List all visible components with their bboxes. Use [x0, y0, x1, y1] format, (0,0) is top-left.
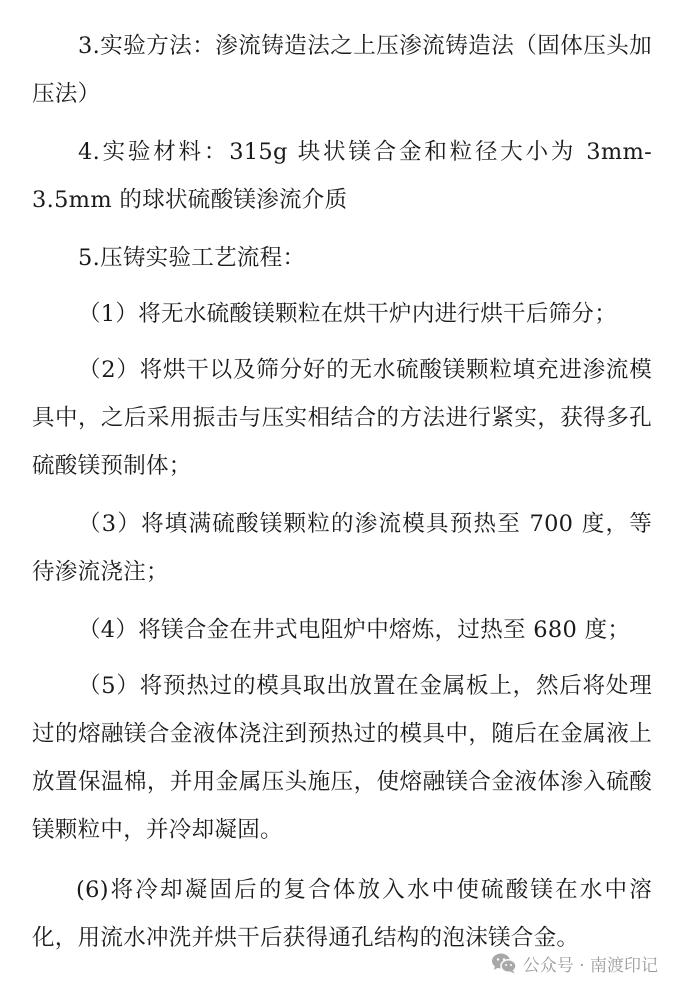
step-label: （3） [78, 511, 142, 537]
step-label: （4） [78, 617, 139, 643]
process-step-2 [32, 346, 652, 490]
step-label: （1） [78, 301, 139, 327]
process-step-4 [32, 606, 652, 654]
step-text: 将冷却凝固后的复合体放入水中使硫酸镁在水中溶化，用流水冲洗并烘干后获得通孔结构的泡沫镁合金。 [32, 877, 652, 951]
process-step-1 [32, 290, 652, 338]
step-label: (6) [76, 877, 109, 903]
step-text: 将填满硫酸镁颗粒的渗流模具预热至 700 度，等待渗流浇注； [32, 511, 652, 585]
step-text: 将镁合金在井式电阻炉中熔炼，过热至 680 度； [138, 617, 631, 643]
process-step-3 [32, 500, 652, 596]
watermark [491, 948, 658, 978]
wechat-icon [491, 952, 517, 974]
paragraph-process-title: 5.压铸实验工艺流程： [78, 245, 306, 271]
step-text: 将烘干以及筛分好的无水硫酸镁颗粒填充进渗流模具中，之后采用振击与压实相结合的方法进行紧实，获得多孔硫酸镁预制体； [32, 357, 653, 479]
process-step-5 [32, 662, 652, 854]
step-text: 将无水硫酸镁颗粒在烘干炉内进行烘干后筛分； [138, 301, 618, 327]
step-text: 将预热过的模具取出放置在金属板上，然后将处理过的熔融镁合金液体浇注到预热过的模具中，随后在金属液上放置保温棉，并用金属压头施压，使熔融镁合金液体渗入硫酸镁颗粒中，并冷却凝固。 [32, 673, 653, 843]
paragraph-experiment-method: 3.实验方法：渗流铸造法之上压渗流铸造法（固体压头加压法） [32, 33, 652, 107]
paragraph-experiment-materials: 4.实验材料：315g 块状镁合金和粒径大小为 3mm-3.5mm 的球状硫酸镁渗流介质 [32, 139, 652, 213]
step-label: （2） [78, 357, 140, 383]
watermark-text: 公众号 · 南渡印记 [522, 955, 658, 976]
step-label: （5） [78, 673, 140, 699]
document-body [32, 22, 652, 962]
